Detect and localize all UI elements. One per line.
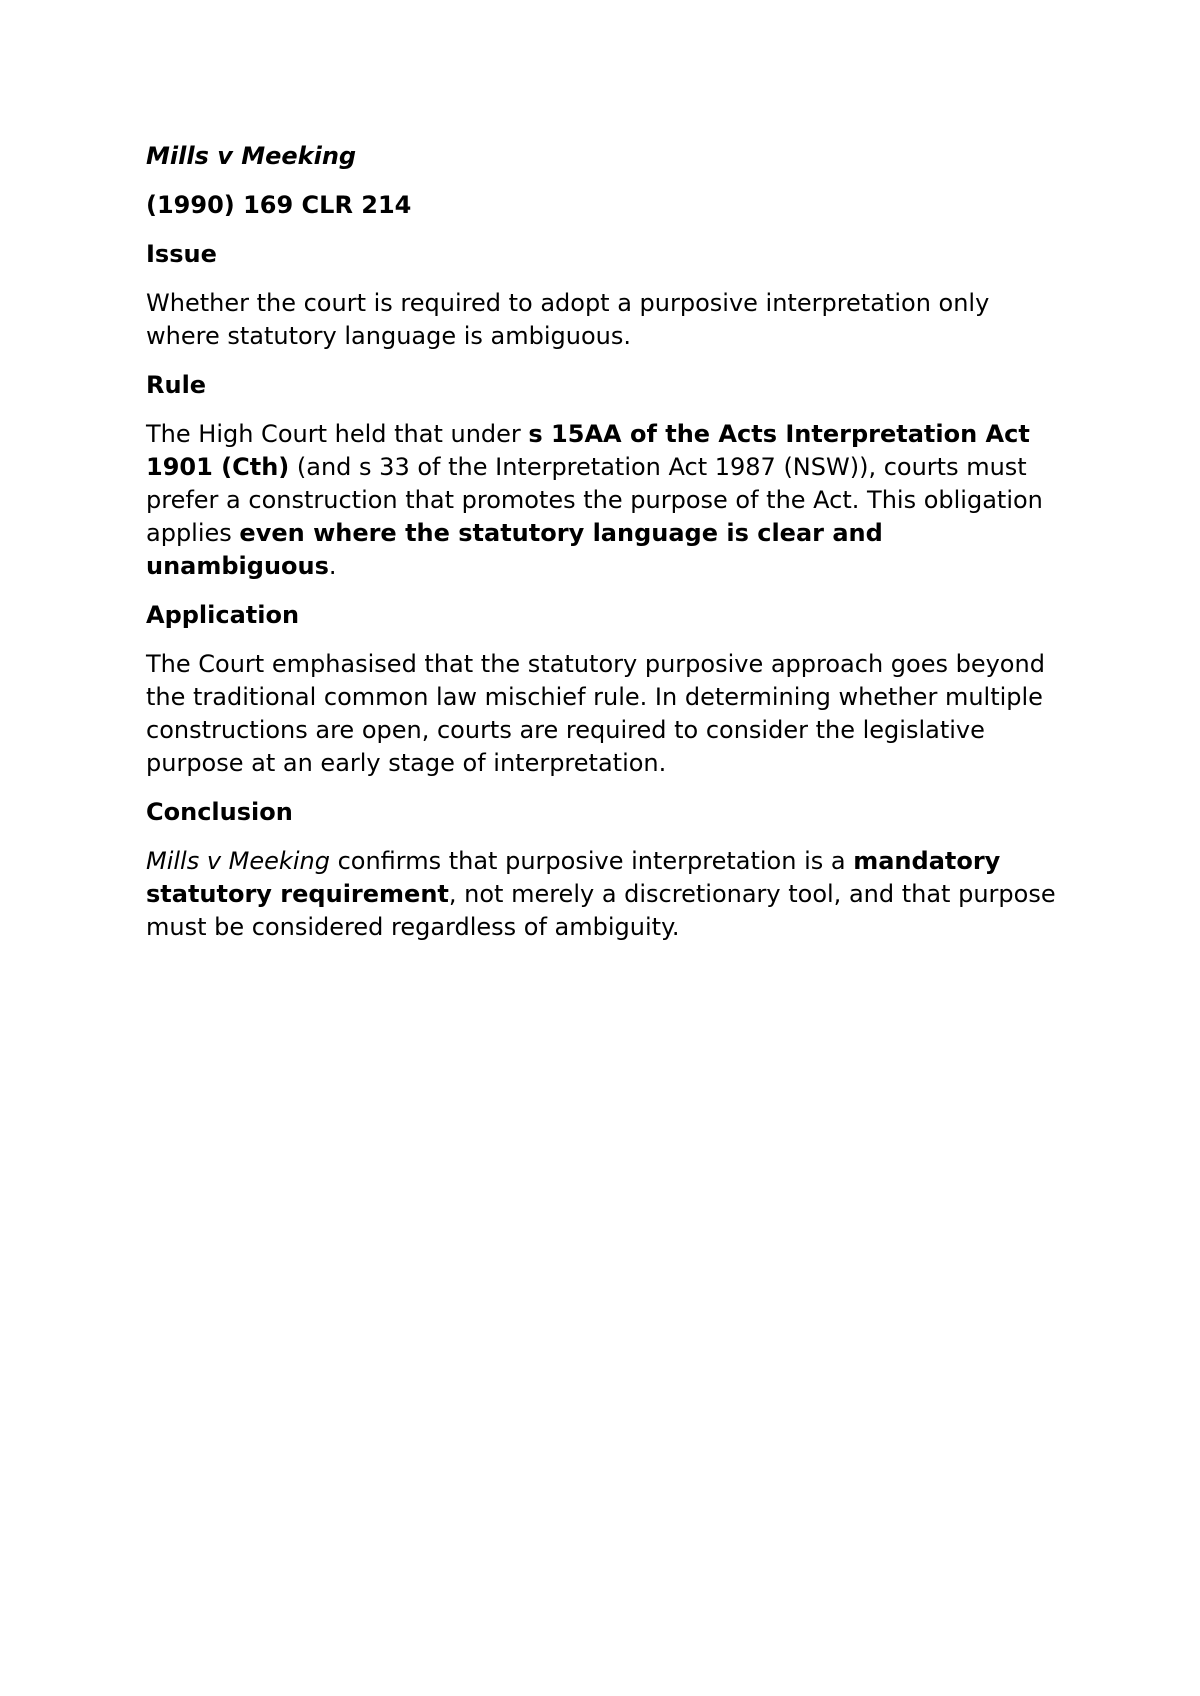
rule-text-bold1: s 15AA of the Acts Interpretation Act 1901 (Cth) bbox=[146, 420, 1030, 481]
rule-heading: Rule bbox=[146, 371, 207, 399]
conclusion-heading: Conclusion bbox=[146, 798, 293, 826]
rule-text-bold2: even where the statutory language is clear and unambiguous bbox=[146, 519, 883, 580]
conclusion-text-bold1: mandatory statutory requirement bbox=[146, 847, 1001, 908]
rule-text-part1: The High Court held that under bbox=[146, 420, 529, 448]
rule-text-part2: (and s 33 of the Interpretation Act 1987 (NSW)), courts must prefer a construction that promotes the purpose of the Act. This obligation applies bbox=[146, 453, 1043, 547]
rule-text bbox=[146, 418, 1066, 583]
conclusion-text-part1: confirms that purposive interpretation is a bbox=[329, 847, 854, 875]
conclusion-text bbox=[146, 845, 1066, 944]
case-citation: (1990) 169 CLR 214 bbox=[146, 191, 412, 219]
issue-text: Whether the court is required to adopt a purposive interpretation only where statutory language is ambiguous. bbox=[146, 289, 990, 350]
case-title: Mills v Meeking bbox=[146, 142, 357, 170]
document-page bbox=[146, 140, 1066, 960]
application-text: The Court emphasised that the statutory purposive approach goes beyond the traditional common law mischief rule. In determining whether multiple constructions are open, courts are required to consider the legislative purpose at an early stage of interpretation. bbox=[146, 650, 1045, 777]
application-heading: Application bbox=[146, 601, 300, 629]
rule-text-part3: . bbox=[328, 552, 337, 580]
issue-heading: Issue bbox=[146, 240, 217, 268]
conclusion-text-part2: , not merely a discretionary tool, and that purpose must be considered regardless of ambiguity. bbox=[146, 880, 1056, 941]
conclusion-case-name: Mills v Meeking bbox=[146, 847, 330, 875]
